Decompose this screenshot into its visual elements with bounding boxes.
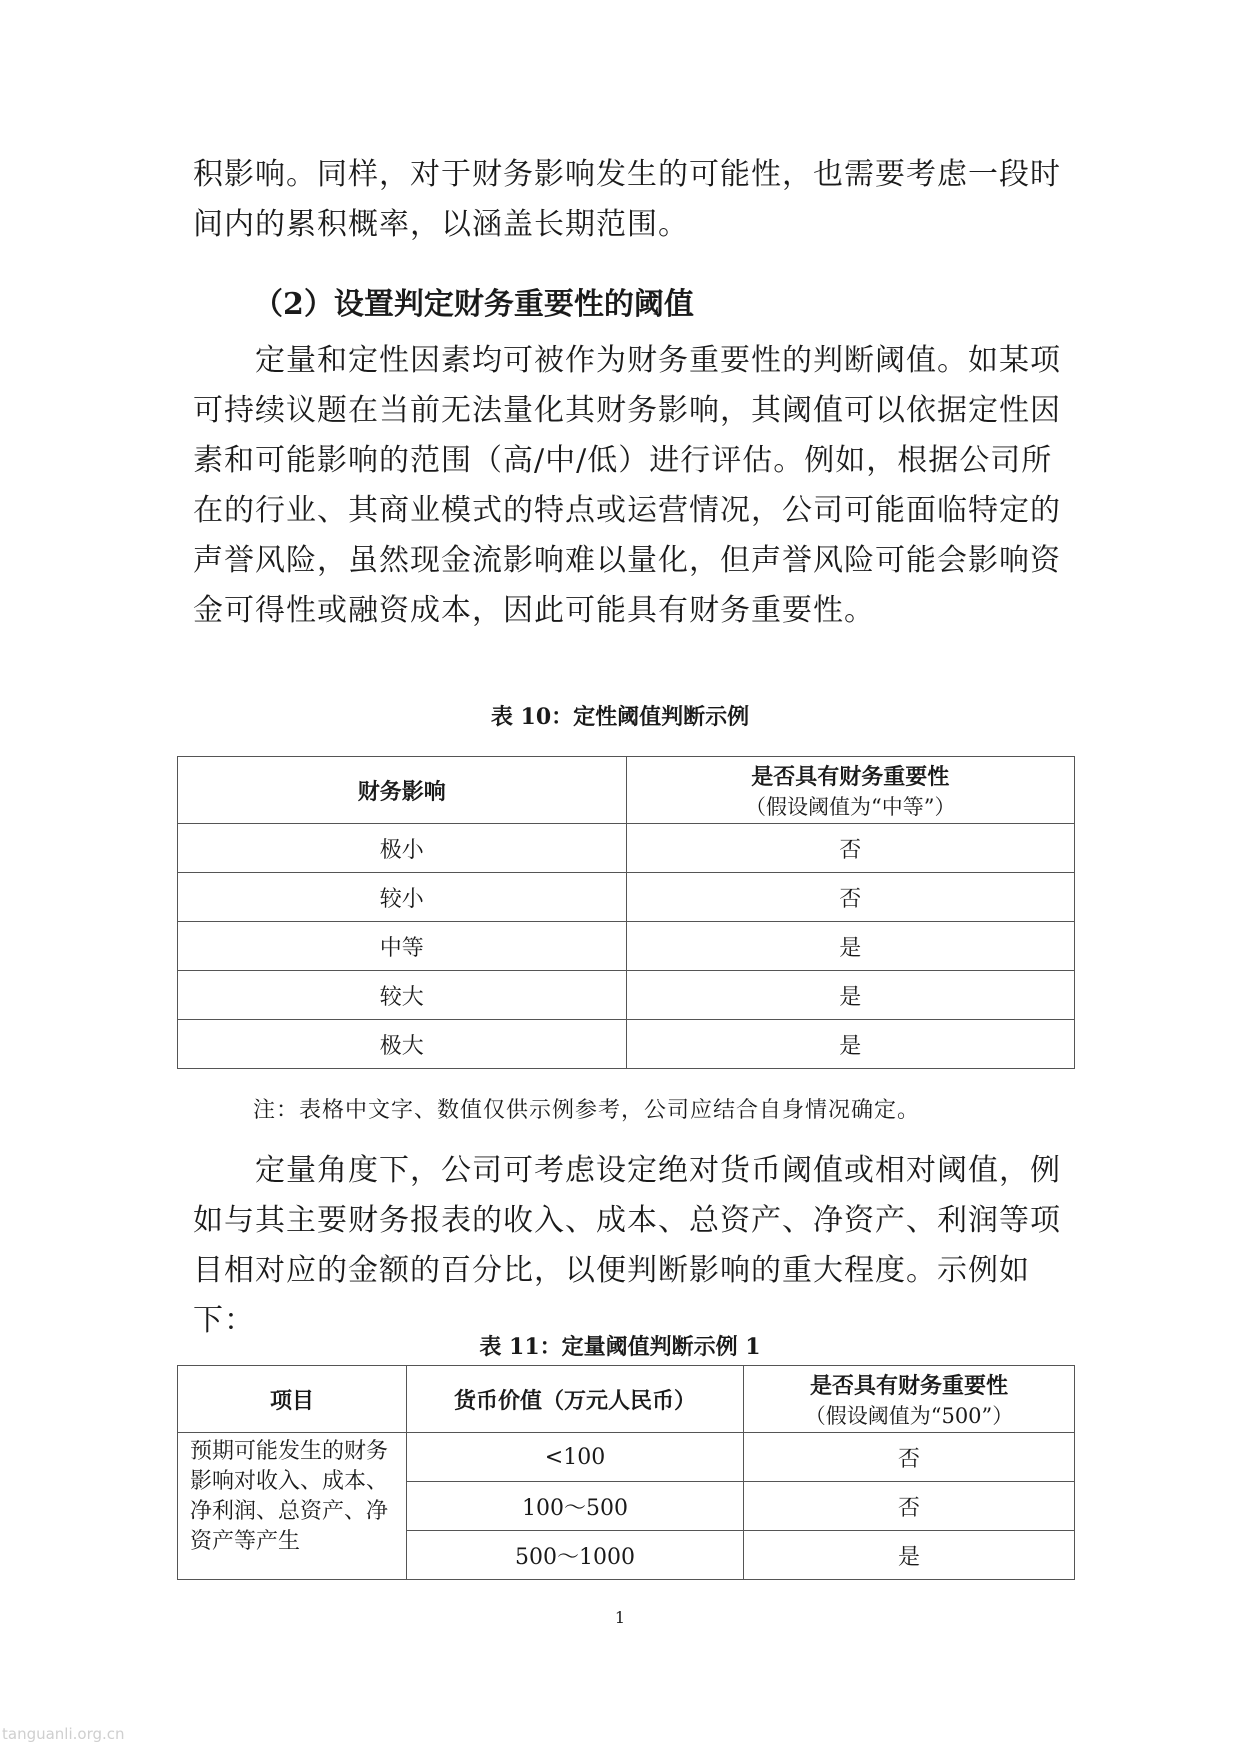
table11-cell-value: 100～500 <box>407 1482 744 1531</box>
table10-header-materiality-sub: （假设阈值为“中等”） <box>745 794 956 819</box>
table-row <box>178 1020 1075 1069</box>
table10-cell-impact: 较大 <box>178 971 627 1020</box>
table11-header-item: 项目 <box>178 1366 407 1433</box>
watermark: tanguanli.org.cn <box>2 1725 125 1743</box>
table11-cell-result: 是 <box>744 1531 1075 1580</box>
paragraph-quantitative: 定量角度下，公司可考虑设定绝对货币阈值或相对阈值，例如与其主要财务报表的收入、成本、总资产、净资产、利润等项目相对应的金额的百分比，以便判断影响的重大程度。示例如下： <box>193 1153 1061 1338</box>
table-row <box>178 873 1075 922</box>
table10-cell-impact: 较小 <box>178 873 627 922</box>
table-row <box>178 922 1075 971</box>
table10-cell-impact: 极小 <box>178 824 627 873</box>
table-row <box>178 1433 1075 1482</box>
table10-cell-impact: 极大 <box>178 1020 627 1069</box>
paragraph-continued: 积影响。同样，对于财务影响发生的可能性，也需要考虑一段时间内的累积概率，以涵盖长期范围。 <box>193 157 1061 242</box>
table11-header-row <box>178 1366 1075 1433</box>
table11-header-materiality-title: 是否具有财务重要性 <box>809 1372 1008 1399</box>
table-row <box>178 824 1075 873</box>
table11-cell-value: <100 <box>407 1433 744 1482</box>
table11-header-value: 货币价值（万元人民币） <box>407 1366 744 1433</box>
table10 <box>177 756 1075 1069</box>
table11-cell-item: 预期可能发生的财务影响对收入、成本、净利润、总资产、净资产等产生 <box>178 1433 407 1580</box>
table10-cell-impact: 中等 <box>178 922 627 971</box>
table10-note: 注：表格中文字、数值仅供示例参考，公司应结合自身情况确定。 <box>253 1098 921 1123</box>
table10-header-materiality-title: 是否具有财务重要性 <box>751 763 950 790</box>
table10-header-row <box>178 757 1075 824</box>
table11-caption: 表 11：定量阈值判断示例 1 <box>479 1334 761 1360</box>
table11-header-materiality <box>744 1366 1075 1433</box>
table11-cell-result: 否 <box>744 1482 1075 1531</box>
table10-header-materiality <box>626 757 1075 824</box>
table10-cell-result: 否 <box>626 873 1075 922</box>
section-heading: （2）设置判定财务重要性的阈值 <box>253 287 694 322</box>
table11 <box>177 1365 1075 1580</box>
table-row <box>178 971 1075 1020</box>
table10-cell-result: 是 <box>626 922 1075 971</box>
table10-caption: 表 10：定性阈值判断示例 <box>490 704 750 730</box>
table11-cell-value: 500～1000 <box>407 1531 744 1580</box>
page-number: 1 <box>614 1608 626 1627</box>
table10-cell-result: 是 <box>626 971 1075 1020</box>
table10-cell-result: 否 <box>626 824 1075 873</box>
paragraph-thresholds: 定量和定性因素均可被作为财务重要性的判断阈值。如某项可持续议题在当前无法量化其财务影响，其阈值可以依据定性因素和可能影响的范围（高/中/低）进行评估。例如，根据公司所在的行业、其商业模式的特点或运营情况，公司可能面临特定的声誉风险，虽然现金流影响难以量化，但声誉风险可能会影响资金可得性或融资成本，因此可能具有财务重要性。 <box>193 343 1061 628</box>
table10-header-impact: 财务影响 <box>178 757 627 824</box>
table11-header-materiality-sub: （假设阈值为“500”） <box>804 1403 1014 1428</box>
table10-cell-result: 是 <box>626 1020 1075 1069</box>
table11-cell-result: 否 <box>744 1433 1075 1482</box>
